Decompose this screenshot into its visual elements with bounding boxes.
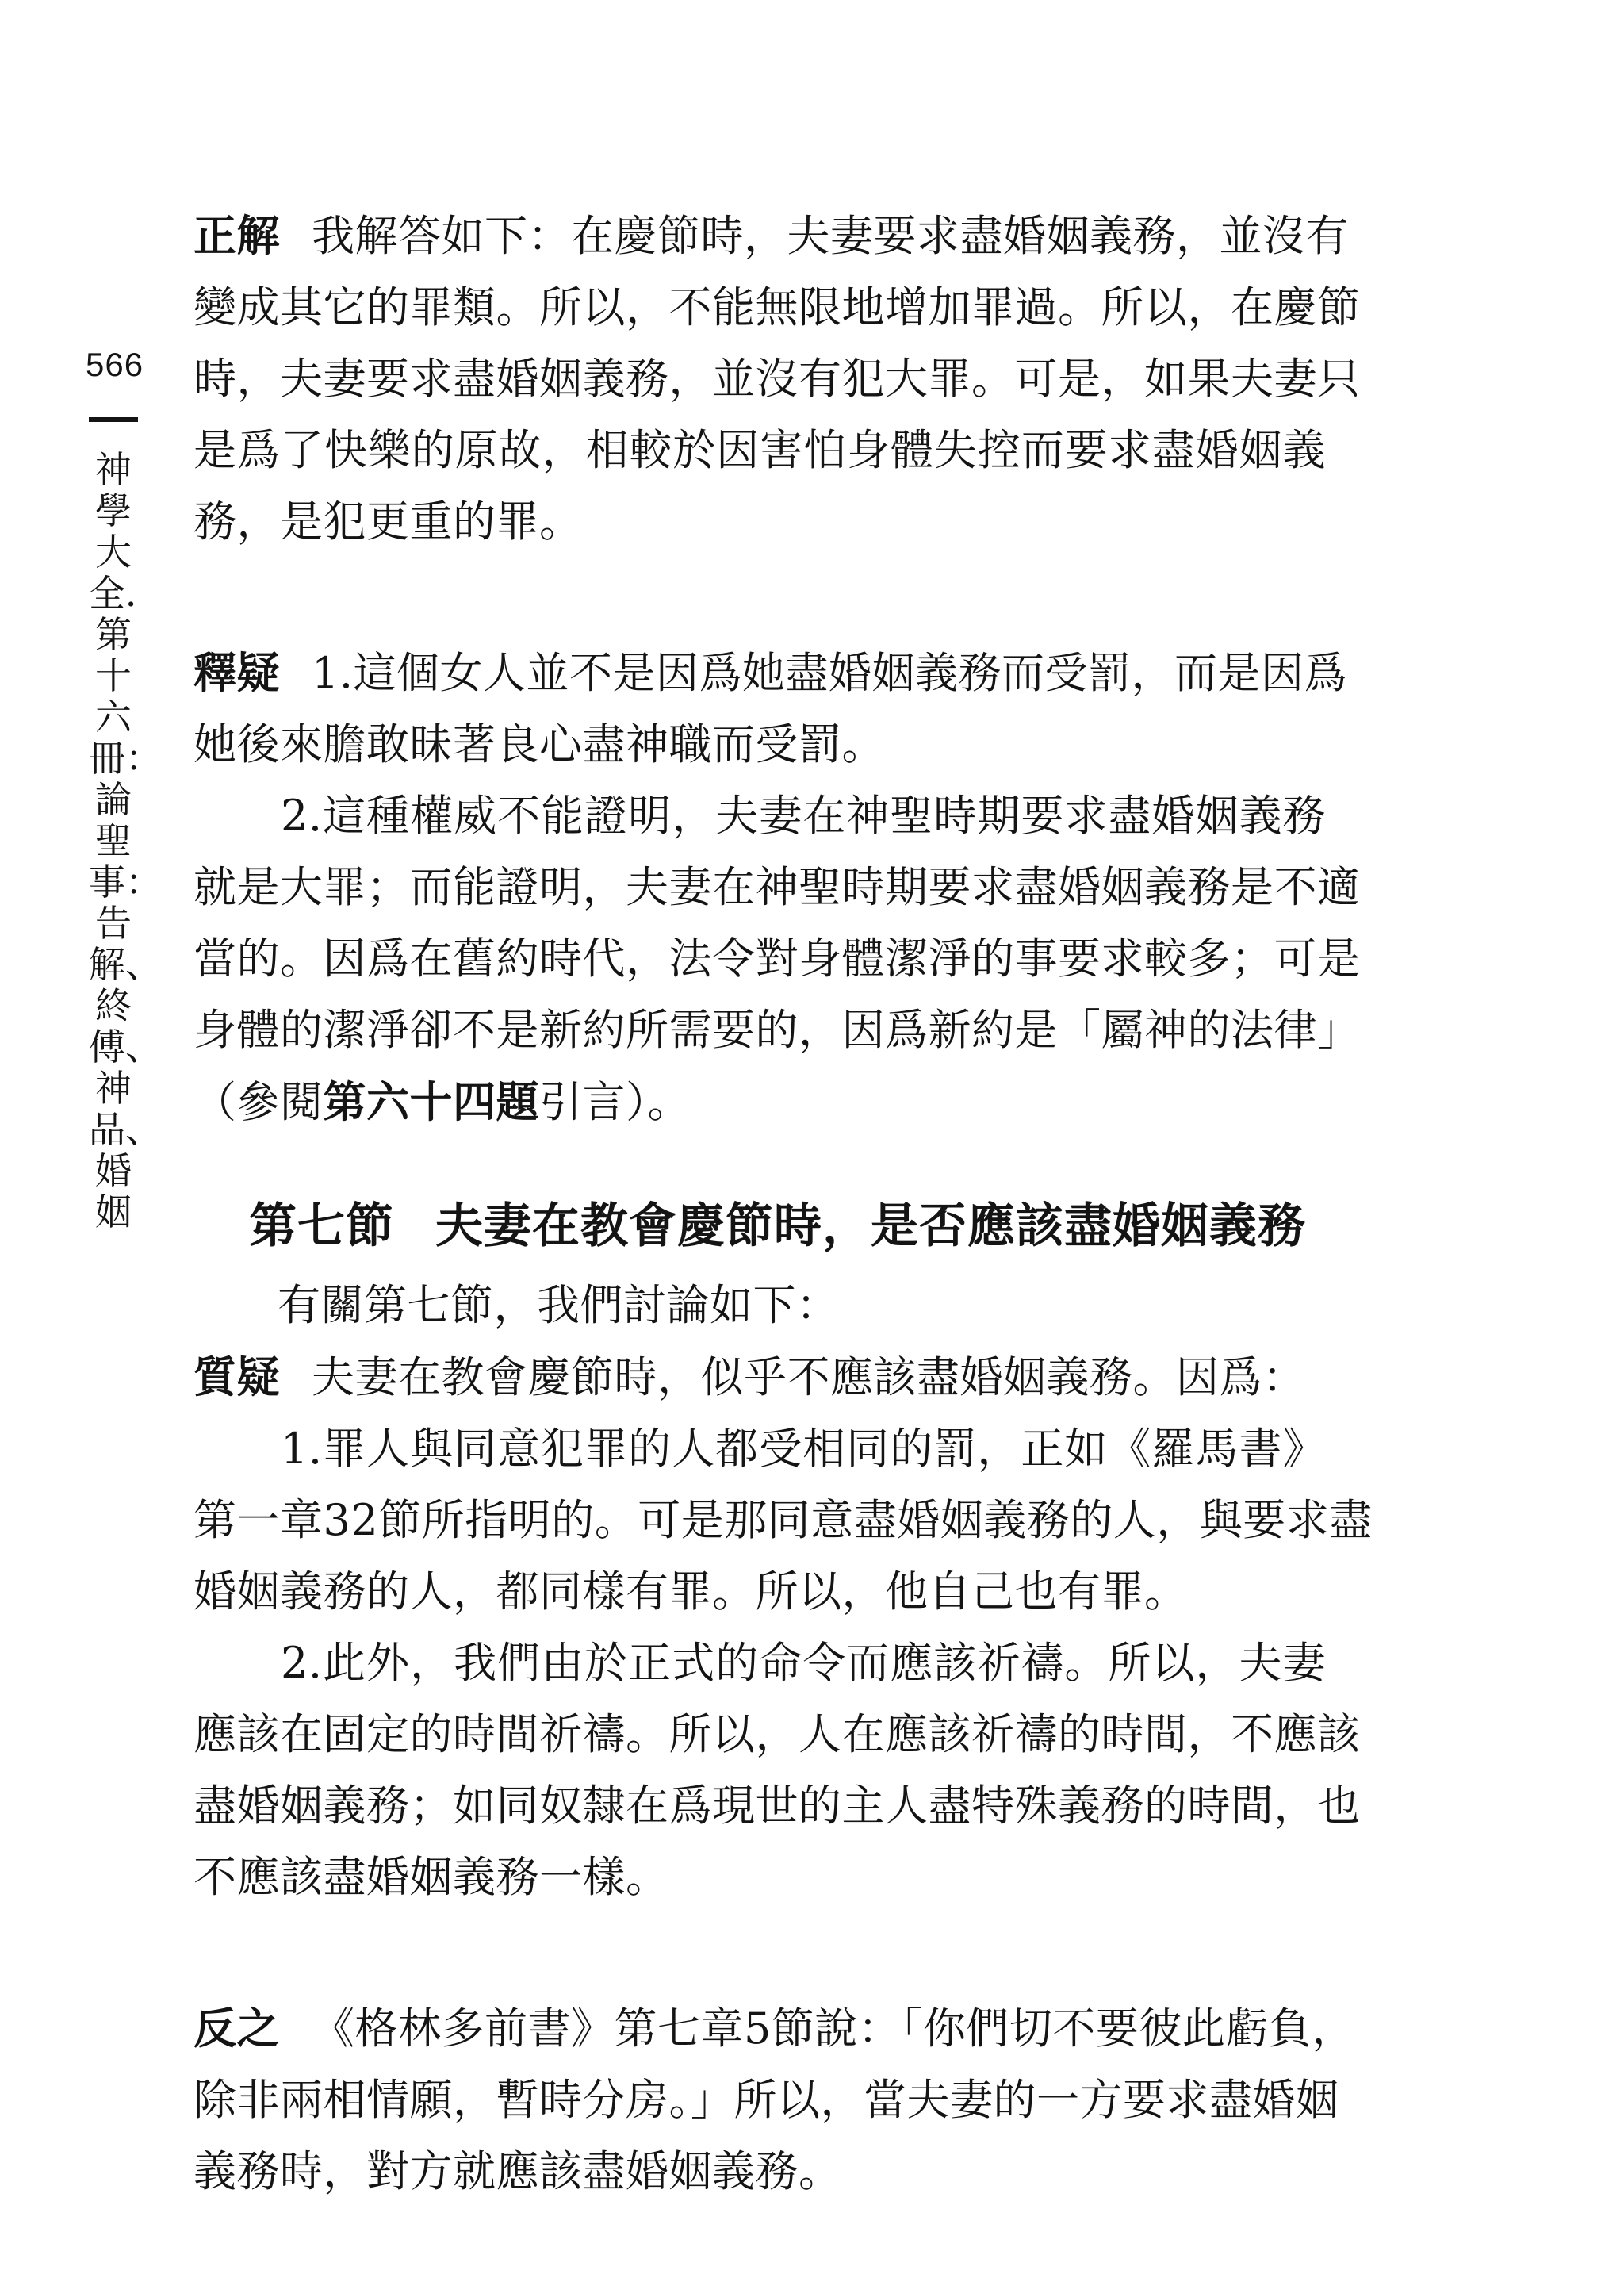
objection-line-6: 應該在固定的時間祈禱。所以，人在應該祈禱的時間，不應該 — [193, 1709, 1361, 1759]
objection-line-8: 不應該盡婚姻義務一樣。 — [193, 1852, 669, 1902]
section-heading — [193, 1183, 1326, 1270]
doubts-line-6: 身體的潔淨卻不是新約所需要的，因爲新約是「屬神的法律」 — [193, 1005, 1361, 1055]
margin-rule — [89, 417, 138, 422]
spacer — [193, 558, 1326, 637]
reply-label: 正解 — [193, 210, 280, 261]
objection-line-2: 1.罪人與同意犯罪的人都受相同的罰，正如《羅馬書》 — [281, 1424, 1326, 1474]
spacer — [193, 1138, 1326, 1183]
contrary-label: 反之 — [193, 2003, 280, 2053]
section-title: 夫妻在教會慶節時，是否應該盡婚姻義務 — [435, 1198, 1306, 1254]
reply-line-3: 時，夫妻要求盡婚姻義務，並沒有犯大罪。可是，如果夫妻只 — [193, 354, 1361, 404]
spacer — [193, 1913, 1326, 1992]
doubts-line-7: （參閱第六十四題引言）。 — [193, 1076, 691, 1127]
objection-line-4: 婚姻義務的人，都同樣有罪。所以，他自己也有罪。 — [193, 1566, 1188, 1616]
contrary-line-2: 除非兩相情願，暫時分房。」所以，當夫妻的一方要求盡婚姻 — [193, 2075, 1339, 2125]
cross-reference: 第六十四題 — [323, 1076, 539, 1127]
doubts-line-3: 2.這種權威不能證明，夫妻在神聖時期要求盡婚姻義務 — [281, 791, 1326, 841]
doubts-line-1: 釋疑 1.這個女人並不是因爲她盡婚姻義務而受罰，而是因爲 — [193, 647, 1348, 698]
doubts-line-5: 當的。因爲在舊約時代，法令對身體潔淨的事要求較多；可是 — [193, 934, 1361, 984]
contrary-line-1: 反之 《格林多前書》第七章5節說：「你們切不要彼此虧負， — [193, 2003, 1355, 2053]
section-intro: 有關第七節，我們討論如下： — [278, 1280, 840, 1330]
reply-line-2: 變成其它的罪類。所以，不能無限地增加罪過。所以，在慶節 — [193, 282, 1361, 332]
objection-line-5: 2.此外，我們由於正式的命令而應該祈禱。所以，夫妻 — [281, 1638, 1326, 1688]
reply-line-5: 務，是犯更重的罪。 — [193, 497, 583, 546]
doubts-label: 釋疑 — [193, 647, 280, 698]
body-text — [193, 200, 1373, 2207]
reply-line-1: 正解 我解答如下：在慶節時，夫妻要求盡婚姻義務，並沒有 — [193, 210, 1349, 261]
running-head: 神學大全．第十六冊：論聖事：告解、終傅、神品、婚姻 — [89, 448, 162, 1233]
objection-line-1: 質疑 夫妻在教會慶節時，似乎不應該盡婚姻義務。因爲： — [193, 1352, 1306, 1402]
doubts-line-2: 她後來膽敢昧著良心盡神職而受罰。 — [193, 719, 885, 769]
objection-label: 質疑 — [193, 1352, 280, 1402]
reply-line-4: 是爲了快樂的原故，相較於因害怕身體失控而要求盡婚姻義 — [193, 425, 1326, 475]
section-number: 第七節 — [249, 1198, 394, 1254]
objection-line-3: 第一章32節所指明的。可是那同意盡婚姻義務的人，與要求盡 — [193, 1495, 1373, 1545]
page-number: 566 — [86, 346, 144, 383]
objection-line-7: 盡婚姻義務；如同奴隸在爲現世的主人盡特殊義務的時間，也 — [193, 1781, 1361, 1831]
doubts-line-4: 就是大罪；而能證明，夫妻在神聖時期要求盡婚姻義務是不適 — [193, 862, 1361, 912]
contrary-line-3: 義務時，對方就應該盡婚姻義務。 — [193, 2146, 842, 2196]
